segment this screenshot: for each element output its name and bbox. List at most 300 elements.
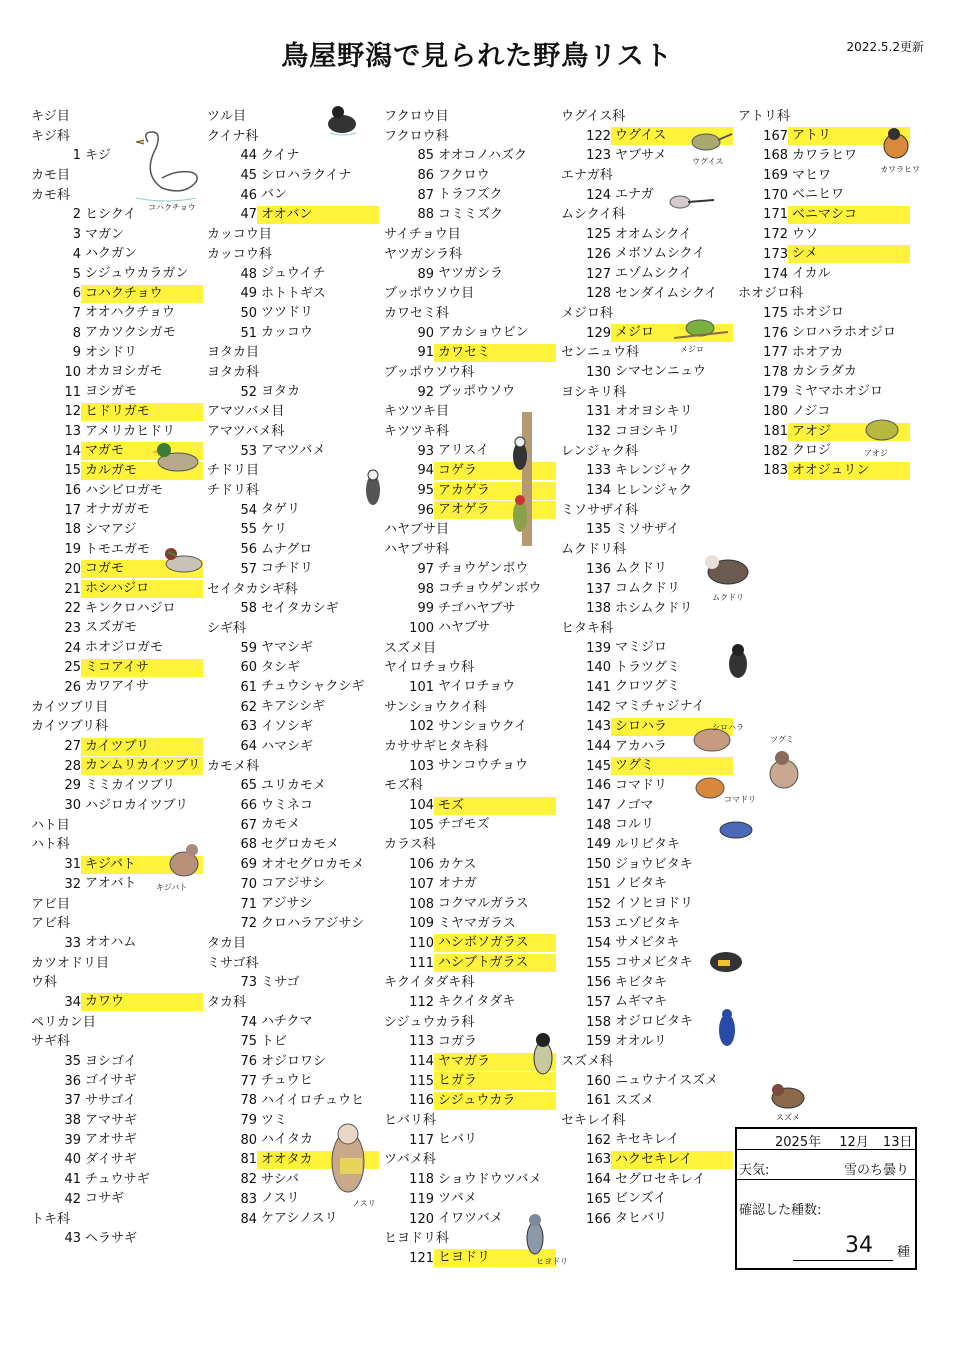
species-name: オオタカ xyxy=(257,1151,379,1169)
species-row xyxy=(31,1091,207,1111)
species-name: イワツバメ xyxy=(438,1211,503,1226)
species-number: 15 xyxy=(64,463,81,479)
species-row xyxy=(561,875,737,895)
species-row-highlighted xyxy=(384,343,560,363)
species-number: 75 xyxy=(240,1034,257,1050)
species-number: 112 xyxy=(409,994,434,1010)
species-name: シロハラホオジロ xyxy=(792,325,897,341)
species-number: 17 xyxy=(64,502,81,518)
species-row xyxy=(561,363,737,383)
species-row xyxy=(31,1150,207,1170)
species-number: 43 xyxy=(64,1231,81,1247)
species-name: フクロウ xyxy=(438,167,490,183)
group-heading: カモ目 xyxy=(31,168,71,184)
species-row-highlighted xyxy=(31,993,207,1013)
species-number: 133 xyxy=(586,463,611,479)
species-row xyxy=(207,1032,383,1052)
species-name: ムギマキ xyxy=(615,994,668,1010)
species-number: 145 xyxy=(586,758,611,774)
species-number: 180 xyxy=(763,404,788,420)
species-number: 107 xyxy=(409,876,434,892)
species-number: 173 xyxy=(763,246,788,262)
species-row xyxy=(31,1131,207,1151)
species-name: ケリ xyxy=(261,521,288,537)
sparrow-illustration xyxy=(766,1078,812,1112)
species-row xyxy=(207,265,383,285)
species-row-highlighted xyxy=(31,658,207,678)
species-name: チュウサギ xyxy=(85,1171,150,1187)
species-name: トラツグミ xyxy=(615,659,680,675)
group-heading: ヒバリ科 xyxy=(384,1113,437,1129)
species-row-highlighted xyxy=(738,205,914,225)
species-name: シメ xyxy=(788,245,910,263)
species-name: コチドリ xyxy=(261,561,314,577)
caption-mejiro: メジロ xyxy=(680,345,704,354)
species-row xyxy=(384,560,560,580)
species-name: カケス xyxy=(438,856,477,872)
species-name: ヤマガラ xyxy=(434,1053,556,1071)
species-number: 97 xyxy=(417,561,434,577)
species-name: ウミネコ xyxy=(261,797,314,813)
species-name: ダイサギ xyxy=(85,1151,137,1167)
species-number: 108 xyxy=(409,896,434,912)
species-number: 126 xyxy=(586,246,611,262)
species-number: 96 xyxy=(417,502,434,518)
species-number: 68 xyxy=(240,837,257,853)
bunting-illustration xyxy=(856,412,912,448)
species-number: 70 xyxy=(240,876,257,892)
species-row xyxy=(207,146,383,166)
species-name: クロハラアジサシ xyxy=(261,915,365,931)
species-row xyxy=(31,1072,207,1092)
group-heading: サイチョウ目 xyxy=(384,227,461,243)
species-row xyxy=(31,481,207,501)
species-number: 23 xyxy=(64,620,81,636)
species-name: コハクチョウ xyxy=(81,285,203,303)
species-number: 76 xyxy=(240,1054,257,1069)
species-number: 89 xyxy=(417,266,434,282)
species-name: シマアジ xyxy=(85,521,137,537)
count-label: 確認した種数: xyxy=(739,1203,822,1218)
species-number: 137 xyxy=(586,581,611,597)
species-name: ハシブトガラス xyxy=(434,954,556,972)
group-heading: アビ科 xyxy=(31,916,71,932)
species-name: エナガ xyxy=(615,187,654,203)
species-number: 48 xyxy=(240,266,257,282)
species-row-highlighted xyxy=(31,757,207,777)
species-name: ツバメ xyxy=(438,1191,477,1207)
species-row xyxy=(207,284,383,304)
species-name: トビ xyxy=(261,1033,288,1049)
species-row-highlighted xyxy=(384,954,560,974)
species-name: シロハラ xyxy=(611,718,733,736)
species-number: 142 xyxy=(586,699,611,715)
species-number: 103 xyxy=(409,758,434,774)
species-row xyxy=(561,914,737,934)
species-row xyxy=(31,245,207,265)
caption-uguisu: ウグイス xyxy=(692,157,724,166)
species-number: 121 xyxy=(409,1250,434,1266)
species-row xyxy=(561,1072,737,1092)
species-row xyxy=(738,186,914,206)
species-name: ミミカイツブリ xyxy=(85,777,176,793)
species-number: 44 xyxy=(240,148,257,164)
species-row xyxy=(738,265,914,285)
species-number: 182 xyxy=(763,443,788,459)
species-number: 54 xyxy=(240,502,257,518)
group-heading: セキレイ科 xyxy=(561,1113,626,1129)
species-row xyxy=(384,1131,560,1151)
species-number: 99 xyxy=(417,601,434,617)
species-name: ハイイロチュウヒ xyxy=(261,1092,364,1108)
species-number: 27 xyxy=(64,739,81,754)
species-number: 57 xyxy=(240,561,257,577)
group-heading: シギ科 xyxy=(207,620,247,636)
species-number: 24 xyxy=(64,640,81,656)
species-name: スズガモ xyxy=(85,620,138,636)
species-number: 3 xyxy=(72,227,81,243)
species-name: タゲリ xyxy=(261,502,301,518)
species-number: 150 xyxy=(586,857,611,873)
caption-komadori: コマドリ xyxy=(724,795,756,804)
species-name: ゴイサギ xyxy=(85,1073,137,1089)
species-number: 37 xyxy=(64,1093,81,1109)
species-number: 33 xyxy=(64,935,81,951)
species-number: 39 xyxy=(64,1132,81,1148)
species-name: アマサギ xyxy=(85,1112,138,1128)
species-name: ヒヨドリ xyxy=(434,1249,556,1267)
group-heading: ツバメ科 xyxy=(384,1152,436,1168)
species-row xyxy=(31,343,207,363)
species-number: 101 xyxy=(409,679,434,695)
species-row xyxy=(561,245,737,265)
species-name: アオジ xyxy=(788,423,910,441)
species-name: カイツブリ xyxy=(81,738,203,756)
species-number: 143 xyxy=(586,719,611,735)
page-title: 鳥屋野潟で見られた野鳥リスト xyxy=(281,41,673,72)
species-name: コサギ xyxy=(85,1191,125,1207)
species-number: 164 xyxy=(586,1172,611,1188)
species-row xyxy=(207,678,383,698)
teal-illustration xyxy=(158,544,208,578)
group-heading: キジ科 xyxy=(31,128,70,144)
blue-flycatcher-illustration xyxy=(714,1004,740,1058)
species-number: 144 xyxy=(586,739,611,754)
species-name: カッコウ xyxy=(261,325,313,341)
species-number: 26 xyxy=(64,679,81,695)
species-name: ハイタカ xyxy=(261,1132,314,1148)
species-row xyxy=(31,1052,207,1072)
species-name: アトリ xyxy=(788,127,910,145)
species-row xyxy=(31,796,207,816)
species-row xyxy=(384,205,560,225)
species-name: アジサシ xyxy=(261,896,313,911)
species-name: キレンジャク xyxy=(615,462,692,478)
species-number: 181 xyxy=(763,424,788,439)
species-number: 10 xyxy=(64,364,81,380)
species-row-highlighted xyxy=(384,1091,560,1111)
thrush-illustration xyxy=(722,640,754,686)
species-row xyxy=(561,1190,737,1210)
species-name: ハシボソガラス xyxy=(434,934,556,952)
caption-tsugumi: ツグミ xyxy=(770,735,794,744)
species-number: 90 xyxy=(417,325,434,341)
species-row xyxy=(384,1190,560,1210)
species-number: 63 xyxy=(240,719,257,735)
species-row xyxy=(31,934,207,954)
group-heading: メジロ科 xyxy=(561,305,614,321)
species-number: 120 xyxy=(409,1211,434,1227)
species-row xyxy=(561,855,737,875)
group-heading: アマツバメ科 xyxy=(207,424,285,439)
species-number: 82 xyxy=(240,1172,257,1188)
group-heading: アビ目 xyxy=(31,896,71,912)
species-name: オオハクチョウ xyxy=(85,305,175,321)
species-name: ホオジロガモ xyxy=(85,640,164,656)
species-name: オカヨシガモ xyxy=(85,364,163,380)
species-number: 69 xyxy=(240,857,257,873)
record-day: 13日 xyxy=(882,1135,913,1150)
species-row xyxy=(207,776,383,796)
species-row xyxy=(207,658,383,678)
species-name: ハチクマ xyxy=(261,1014,313,1030)
species-name: アオバト xyxy=(85,876,137,892)
species-name: オオジュリン xyxy=(788,462,910,480)
buzzard-illustration xyxy=(320,1118,374,1204)
species-row-highlighted xyxy=(31,402,207,422)
brambling-illustration xyxy=(876,124,916,164)
species-number: 58 xyxy=(240,601,257,617)
species-name: カシラダカ xyxy=(792,364,857,380)
species-number: 94 xyxy=(417,463,434,479)
species-number: 86 xyxy=(417,168,434,184)
species-row xyxy=(207,973,383,993)
species-number: 161 xyxy=(586,1093,611,1109)
species-number: 14 xyxy=(64,443,81,459)
species-name: コアジサシ xyxy=(261,876,326,892)
species-number: 105 xyxy=(409,817,434,833)
species-name: カワウ xyxy=(81,993,203,1011)
species-name: ミヤマガラス xyxy=(438,915,516,931)
species-name: キアシシギ xyxy=(261,699,326,715)
species-number: 132 xyxy=(586,424,611,439)
species-name: カワアイサ xyxy=(85,679,149,695)
group-heading: ハト目 xyxy=(31,817,70,833)
species-name: マミジロ xyxy=(615,640,668,656)
species-number: 134 xyxy=(586,483,611,499)
species-number: 106 xyxy=(409,857,434,873)
species-name: アカショウビン xyxy=(438,325,529,341)
species-row xyxy=(207,520,383,540)
species-number: 73 xyxy=(240,975,257,991)
woodpeckers-illustration xyxy=(500,408,558,550)
species-row xyxy=(561,816,737,836)
species-name: ベニマシコ xyxy=(788,206,910,224)
species-row-highlighted xyxy=(384,796,560,816)
dusky-thrush-illustration xyxy=(760,744,806,800)
species-number: 64 xyxy=(240,739,257,754)
species-row xyxy=(561,461,737,481)
species-number: 61 xyxy=(240,679,257,695)
species-row xyxy=(384,383,560,403)
species-row xyxy=(738,343,914,363)
species-row xyxy=(207,599,383,619)
species-row xyxy=(738,363,914,383)
species-name: ノジコ xyxy=(792,403,831,419)
group-heading: アトリ科 xyxy=(738,109,791,124)
species-row xyxy=(561,678,737,698)
species-name: ヘラサギ xyxy=(85,1230,138,1246)
species-name: ムクドリ xyxy=(615,561,668,577)
species-name: タヒバリ xyxy=(615,1211,668,1226)
species-number: 102 xyxy=(409,719,434,735)
species-name: アメリカヒドリ xyxy=(85,423,176,439)
group-heading: ウ科 xyxy=(31,975,58,991)
species-row xyxy=(207,895,383,915)
group-heading: スズメ科 xyxy=(561,1054,614,1069)
species-name: アマツバメ xyxy=(261,443,326,459)
species-number: 1 xyxy=(72,148,81,164)
species-name: マガン xyxy=(85,226,125,242)
species-name: ヒドリガモ xyxy=(81,403,203,421)
species-name: マガモ xyxy=(81,442,203,460)
species-name: アオサギ xyxy=(85,1132,137,1148)
species-number: 5 xyxy=(72,266,81,282)
caption-nosuri: ノスリ xyxy=(352,1199,376,1208)
species-number: 159 xyxy=(586,1034,611,1050)
species-row xyxy=(561,1091,737,1111)
species-number: 84 xyxy=(240,1211,257,1227)
record-year: 2025年 xyxy=(775,1135,822,1150)
species-name: ミヤマホオジロ xyxy=(792,384,884,400)
species-row xyxy=(561,1131,737,1151)
species-name: カワセミ xyxy=(434,344,556,362)
species-row-highlighted xyxy=(738,245,914,265)
group-heading: フクロウ目 xyxy=(384,109,449,124)
species-name: ハマシギ xyxy=(261,738,314,754)
species-name: アカハラ xyxy=(615,738,667,754)
group-heading: ホオジロ科 xyxy=(738,286,804,302)
species-row xyxy=(738,383,914,403)
species-number: 12 xyxy=(64,404,81,420)
group-heading: ミサゴ科 xyxy=(207,955,259,971)
species-name: ツツドリ xyxy=(261,305,314,321)
species-row xyxy=(384,619,560,639)
column-2 xyxy=(207,107,383,1229)
species-row xyxy=(561,658,737,678)
species-row xyxy=(384,993,560,1013)
species-number: 11 xyxy=(64,384,81,400)
species-name: ハヤブサ xyxy=(438,620,491,636)
species-number: 114 xyxy=(409,1054,434,1069)
species-row xyxy=(384,757,560,777)
species-number: 38 xyxy=(64,1113,81,1129)
species-row xyxy=(384,855,560,875)
species-row xyxy=(207,166,383,186)
species-number: 21 xyxy=(64,581,81,597)
species-name: キンクロハジロ xyxy=(85,600,176,616)
species-name: ブッポウソウ xyxy=(438,384,516,400)
species-row xyxy=(31,639,207,659)
species-name: オオセグロカモメ xyxy=(261,856,365,872)
species-row xyxy=(384,1170,560,1190)
group-heading: ヤツガシラ科 xyxy=(384,246,463,262)
species-number: 135 xyxy=(586,522,611,538)
species-row xyxy=(561,639,737,659)
species-number: 155 xyxy=(586,955,611,971)
species-number: 93 xyxy=(417,443,434,459)
species-number: 18 xyxy=(64,522,81,538)
species-name: チュウシャクシギ xyxy=(261,679,365,695)
species-number: 36 xyxy=(64,1073,81,1089)
species-name: キジバト xyxy=(81,856,203,874)
weather-label: 天気: xyxy=(739,1163,770,1178)
column-1 xyxy=(31,107,207,1249)
species-number: 160 xyxy=(586,1073,611,1089)
species-name: オオルリ xyxy=(615,1033,667,1049)
group-heading: ツル目 xyxy=(207,109,247,124)
species-name: コマドリ xyxy=(615,777,668,793)
species-row xyxy=(561,402,737,422)
flycatcher-illustration xyxy=(704,940,748,980)
species-name: タシギ xyxy=(261,659,301,675)
species-row xyxy=(31,1229,207,1249)
species-name: クロツグミ xyxy=(615,679,680,695)
updated-date: 2022.5.2更新 xyxy=(846,40,924,54)
species-row xyxy=(561,520,737,540)
species-number: 146 xyxy=(586,778,611,794)
species-name: センダイムシクイ xyxy=(615,285,718,301)
species-name: ヤブサメ xyxy=(615,147,667,163)
species-name: オジロビタキ xyxy=(615,1014,694,1030)
species-row xyxy=(384,678,560,698)
species-number: 168 xyxy=(763,148,788,164)
species-row xyxy=(207,796,383,816)
species-name: ヒシクイ xyxy=(85,206,137,222)
species-row xyxy=(561,225,737,245)
species-number: 45 xyxy=(240,168,257,184)
species-name: ヒレンジャク xyxy=(615,482,693,498)
species-row xyxy=(561,993,737,1013)
species-number: 52 xyxy=(240,384,257,400)
species-number: 151 xyxy=(586,876,611,892)
species-row-highlighted xyxy=(384,934,560,954)
caption-mukudori: ムクドリ xyxy=(712,593,744,602)
group-heading: カッコウ科 xyxy=(207,246,272,262)
coot-illustration xyxy=(320,100,364,138)
species-number: 140 xyxy=(586,660,611,676)
white-eye-illustration xyxy=(674,312,728,342)
species-row xyxy=(31,1170,207,1190)
group-heading: チドリ目 xyxy=(207,463,260,479)
caption-shirohara: シロハラ xyxy=(712,723,744,732)
species-name: スズメ xyxy=(615,1092,655,1108)
species-number: 62 xyxy=(240,699,257,715)
species-number: 174 xyxy=(763,266,788,282)
species-number: 81 xyxy=(240,1152,257,1168)
species-row xyxy=(207,835,383,855)
species-row xyxy=(561,599,737,619)
species-name: ウグイス xyxy=(611,127,733,145)
species-name: チュウヒ xyxy=(261,1073,313,1089)
species-name: オオバン xyxy=(257,206,379,224)
species-number: 30 xyxy=(64,798,81,814)
species-number: 85 xyxy=(417,148,434,164)
species-number: 49 xyxy=(240,286,257,302)
group-heading: カイツブリ目 xyxy=(31,699,109,715)
species-name: オオムシクイ xyxy=(615,226,692,242)
species-name: ノスリ xyxy=(261,1191,300,1207)
